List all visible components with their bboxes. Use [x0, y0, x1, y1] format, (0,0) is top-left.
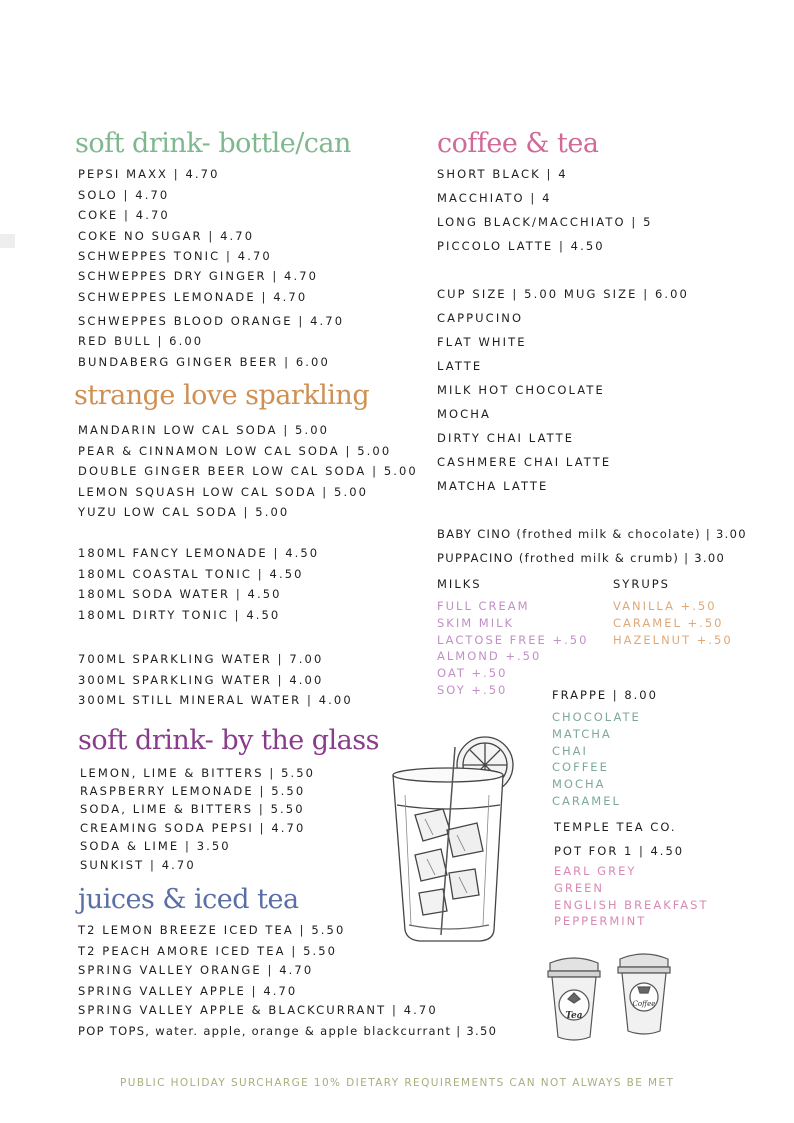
- milk-option: OAT +.50: [437, 666, 508, 680]
- menu-item: SODA, LIME & BITTERS | 5.50: [80, 802, 305, 816]
- menu-item: SODA & LIME | 3.50: [80, 839, 231, 853]
- menu-item: PEPSI MAXX | 4.70: [78, 167, 220, 181]
- menu-item: DIRTY CHAI LATTE: [437, 431, 575, 445]
- menu-item: BABY CINO (frothed milk & chocolate) | 3.00: [437, 527, 747, 541]
- tea-option: ENGLISH BREAKFAST: [554, 898, 709, 912]
- cup-label-tea: Tea: [565, 1011, 583, 1021]
- menu-item: SPRING VALLEY APPLE & BLACKCURRANT | 4.70: [78, 1003, 438, 1017]
- frappe-option: CHOCOLATE: [552, 710, 641, 724]
- menu-item: MANDARIN LOW CAL SODA | 5.00: [78, 423, 330, 437]
- menu-item: LATTE: [437, 359, 483, 373]
- cup-label-coffee: Coffee: [632, 1000, 656, 1008]
- menu-item: PEAR & CINNAMON LOW CAL SODA | 5.00: [78, 444, 392, 458]
- coffee-cups-illustration: [540, 945, 710, 1045]
- menu-item: SPRING VALLEY APPLE | 4.70: [78, 984, 298, 998]
- menu-item: SCHWEPPES BLOOD ORANGE | 4.70: [78, 314, 345, 328]
- menu-item: CASHMERE CHAI LATTE: [437, 455, 612, 469]
- tea-option: EARL GREY: [554, 864, 637, 878]
- heading-strange-love-sparkling: strange love sparkling: [74, 380, 370, 411]
- menu-item: BUNDABERG GINGER BEER | 6.00: [78, 355, 330, 369]
- page-edge-tab: [0, 234, 15, 248]
- menu-item: LEMON SQUASH LOW CAL SODA | 5.00: [78, 485, 369, 499]
- frappe-title: FRAPPE | 8.00: [552, 688, 658, 702]
- frappe-option: MATCHA: [552, 727, 612, 741]
- heading-soft-drink-glass: soft drink- by the glass: [78, 725, 379, 756]
- menu-item: FLAT WHITE: [437, 335, 527, 349]
- menu-item: COKE | 4.70: [78, 208, 170, 222]
- menu-item: SHORT BLACK | 4: [437, 167, 568, 181]
- menu-item: CREAMING SODA PEPSI | 4.70: [80, 821, 306, 835]
- menu-item: T2 PEACH AMORE ICED TEA | 5.50: [78, 944, 338, 958]
- tea-subtitle: POT FOR 1 | 4.50: [554, 844, 685, 858]
- menu-item: CUP SIZE | 5.00 MUG SIZE | 6.00: [437, 287, 689, 301]
- menu-item: MILK HOT CHOCOLATE: [437, 383, 605, 397]
- tea-option: PEPPERMINT: [554, 914, 647, 928]
- milk-option: SKIM MILK: [437, 616, 515, 630]
- heading-coffee-tea: coffee & tea: [437, 128, 599, 159]
- menu-item: SCHWEPPES LEMONADE | 4.70: [78, 290, 308, 304]
- tea-option: GREEN: [554, 881, 605, 895]
- menu-item: T2 LEMON BREEZE ICED TEA | 5.50: [78, 923, 346, 937]
- menu-item: MATCHA LATTE: [437, 479, 549, 493]
- iced-drink-glass-illustration: [385, 735, 520, 950]
- milk-option: LACTOSE FREE +.50: [437, 633, 589, 647]
- menu-item: 700ML SPARKLING WATER | 7.00: [78, 652, 324, 666]
- footer-notice: PUBLIC HOLIDAY SURCHARGE 10% DIETARY REQUIREMENTS CAN NOT ALWAYS BE MET: [120, 1077, 675, 1089]
- menu-item: 180ML SODA WATER | 4.50: [78, 587, 282, 601]
- menu-item: SPRING VALLEY ORANGE | 4.70: [78, 963, 314, 977]
- syrup-option: CARAMEL +.50: [613, 616, 724, 630]
- menu-item: RASPBERRY LEMONADE | 5.50: [80, 784, 306, 798]
- heading-juices-iced-tea: juices & iced tea: [78, 884, 299, 915]
- syrups-title: SYRUPS: [613, 577, 670, 591]
- menu-item: COKE NO SUGAR | 4.70: [78, 229, 255, 243]
- menu-item: PUPPACINO (frothed milk & crumb) | 3.00: [437, 551, 726, 565]
- menu-item: POP TOPS, water. apple, orange & apple blackcurrant | 3.50: [78, 1024, 498, 1038]
- milks-title: MILKS: [437, 577, 482, 591]
- menu-item: SCHWEPPES TONIC | 4.70: [78, 249, 272, 263]
- menu-item: CAPPUCINO: [437, 311, 524, 325]
- frappe-option: COFFEE: [552, 760, 609, 774]
- heading-soft-drink-bottle: soft drink- bottle/can: [75, 128, 351, 159]
- menu-item: LONG BLACK/MACCHIATO | 5: [437, 215, 653, 229]
- menu-item: 180ML DIRTY TONIC | 4.50: [78, 608, 281, 622]
- frappe-option: CHAI: [552, 744, 588, 758]
- frappe-option: CARAMEL: [552, 794, 621, 808]
- menu-item: 300ML SPARKLING WATER | 4.00: [78, 673, 324, 687]
- menu-item: SOLO | 4.70: [78, 188, 170, 202]
- menu-item: 180ML COASTAL TONIC | 4.50: [78, 567, 304, 581]
- menu-item: RED BULL | 6.00: [78, 334, 204, 348]
- milk-option: ALMOND +.50: [437, 649, 542, 663]
- menu-item: SUNKIST | 4.70: [80, 858, 196, 872]
- syrup-option: VANILLA +.50: [613, 599, 717, 613]
- menu-item: PICCOLO LATTE | 4.50: [437, 239, 605, 253]
- milk-option: FULL CREAM: [437, 599, 530, 613]
- menu-item: MOCHA: [437, 407, 492, 421]
- frappe-option: MOCHA: [552, 777, 606, 791]
- menu-item: YUZU LOW CAL SODA | 5.00: [78, 505, 290, 519]
- menu-item: DOUBLE GINGER BEER LOW CAL SODA | 5.00: [78, 464, 418, 478]
- menu-item: SCHWEPPES DRY GINGER | 4.70: [78, 269, 319, 283]
- menu-item: MACCHIATO | 4: [437, 191, 552, 205]
- menu-item: LEMON, LIME & BITTERS | 5.50: [80, 766, 316, 780]
- tea-title: TEMPLE TEA CO.: [554, 820, 677, 834]
- milk-option: SOY +.50: [437, 683, 508, 697]
- syrup-option: HAZELNUT +.50: [613, 633, 733, 647]
- menu-item: 180ML FANCY LEMONADE | 4.50: [78, 546, 320, 560]
- menu-item: 300ML STILL MINERAL WATER | 4.00: [78, 693, 353, 707]
